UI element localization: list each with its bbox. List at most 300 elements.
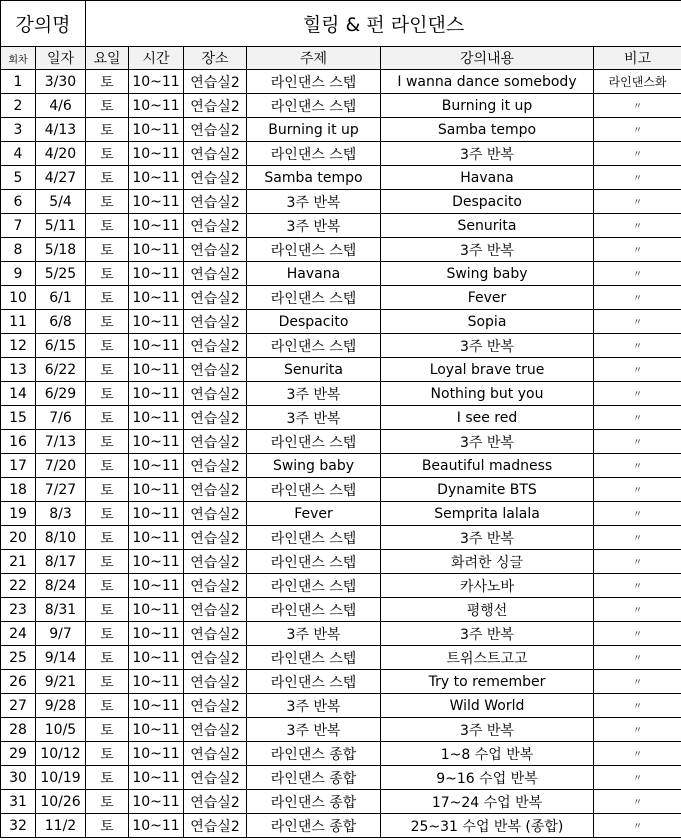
content-cell: 평행선	[381, 598, 594, 622]
content-cell: 3주 반복	[381, 430, 594, 454]
table-row	[1, 718, 681, 742]
date-cell: 4/13	[36, 118, 86, 142]
date-cell: 8/10	[36, 526, 86, 550]
session-cell: 17	[1, 454, 36, 478]
time-cell: 10~11	[129, 334, 184, 358]
day-cell: 토	[86, 790, 129, 814]
content-cell: 3주 반복	[381, 238, 594, 262]
day-cell: 토	[86, 646, 129, 670]
day-cell: 토	[86, 718, 129, 742]
session-cell: 1	[1, 70, 36, 94]
note-cell: 〃	[594, 526, 681, 550]
date-cell: 8/31	[36, 598, 86, 622]
topic-cell: 3주 반복	[247, 190, 381, 214]
date-cell: 9/7	[36, 622, 86, 646]
day-cell: 토	[86, 142, 129, 166]
location-cell: 연습실2	[184, 598, 247, 622]
time-cell: 10~11	[129, 310, 184, 334]
note-cell: 〃	[594, 502, 681, 526]
header-topic: 주제	[247, 47, 381, 70]
session-cell: 20	[1, 526, 36, 550]
note-cell: 〃	[594, 670, 681, 694]
topic-cell: 라인댄스 스텝	[247, 574, 381, 598]
location-cell: 연습실2	[184, 790, 247, 814]
session-cell: 6	[1, 190, 36, 214]
content-cell: Fever	[381, 286, 594, 310]
day-cell: 토	[86, 526, 129, 550]
date-cell: 10/19	[36, 766, 86, 790]
topic-cell: 라인댄스 종합	[247, 742, 381, 766]
session-cell: 5	[1, 166, 36, 190]
table-row	[1, 310, 681, 334]
content-cell: 9~16 수업 반복	[381, 766, 594, 790]
topic-cell: Burning it up	[247, 118, 381, 142]
location-cell: 연습실2	[184, 670, 247, 694]
table-row	[1, 742, 681, 766]
location-cell: 연습실2	[184, 430, 247, 454]
note-cell: 〃	[594, 766, 681, 790]
location-cell: 연습실2	[184, 310, 247, 334]
session-cell: 15	[1, 406, 36, 430]
location-cell: 연습실2	[184, 70, 247, 94]
location-cell: 연습실2	[184, 94, 247, 118]
table-row	[1, 430, 681, 454]
location-cell: 연습실2	[184, 358, 247, 382]
table-row	[1, 550, 681, 574]
day-cell: 토	[86, 94, 129, 118]
day-cell: 토	[86, 382, 129, 406]
note-cell: 〃	[594, 646, 681, 670]
time-cell: 10~11	[129, 214, 184, 238]
topic-cell: 라인댄스 스텝	[247, 526, 381, 550]
table-row	[1, 454, 681, 478]
content-cell: Burning it up	[381, 94, 594, 118]
topic-cell: 라인댄스 종합	[247, 790, 381, 814]
topic-cell: 라인댄스 스텝	[247, 94, 381, 118]
header-session: 회차	[1, 47, 36, 70]
topic-cell: Fever	[247, 502, 381, 526]
note-cell: 〃	[594, 238, 681, 262]
time-cell: 10~11	[129, 478, 184, 502]
content-cell: 3주 반복	[381, 622, 594, 646]
date-cell: 7/20	[36, 454, 86, 478]
session-cell: 31	[1, 790, 36, 814]
topic-cell: 라인댄스 스텝	[247, 70, 381, 94]
content-cell: I wanna dance somebody	[381, 70, 594, 94]
topic-cell: 라인댄스 스텝	[247, 550, 381, 574]
session-cell: 24	[1, 622, 36, 646]
table-row	[1, 118, 681, 142]
topic-cell: 3주 반복	[247, 718, 381, 742]
note-cell: 〃	[594, 358, 681, 382]
table-row	[1, 214, 681, 238]
note-cell: 〃	[594, 742, 681, 766]
note-cell: 〃	[594, 718, 681, 742]
session-cell: 8	[1, 238, 36, 262]
time-cell: 10~11	[129, 742, 184, 766]
location-cell: 연습실2	[184, 622, 247, 646]
location-cell: 연습실2	[184, 766, 247, 790]
location-cell: 연습실2	[184, 214, 247, 238]
note-cell: 〃	[594, 622, 681, 646]
note-cell: 〃	[594, 574, 681, 598]
session-cell: 32	[1, 814, 36, 838]
date-cell: 6/29	[36, 382, 86, 406]
topic-cell: 3주 반복	[247, 694, 381, 718]
day-cell: 토	[86, 358, 129, 382]
note-cell: 〃	[594, 694, 681, 718]
date-cell: 5/25	[36, 262, 86, 286]
course-name: 힐링 & 펀 라인댄스	[86, 1, 681, 47]
day-cell: 토	[86, 502, 129, 526]
date-cell: 6/1	[36, 286, 86, 310]
time-cell: 10~11	[129, 238, 184, 262]
session-cell: 21	[1, 550, 36, 574]
topic-cell: Swing baby	[247, 454, 381, 478]
time-cell: 10~11	[129, 430, 184, 454]
topic-cell: 라인댄스 스텝	[247, 646, 381, 670]
table-row	[1, 94, 681, 118]
location-cell: 연습실2	[184, 478, 247, 502]
time-cell: 10~11	[129, 358, 184, 382]
content-cell: Havana	[381, 166, 594, 190]
content-cell: 3주 반복	[381, 334, 594, 358]
topic-cell: 라인댄스 스텝	[247, 478, 381, 502]
note-cell: 〃	[594, 166, 681, 190]
table-row	[1, 166, 681, 190]
session-cell: 19	[1, 502, 36, 526]
topic-cell: 라인댄스 스텝	[247, 430, 381, 454]
table-row	[1, 790, 681, 814]
day-cell: 토	[86, 310, 129, 334]
note-cell: 〃	[594, 814, 681, 838]
topic-cell: 3주 반복	[247, 382, 381, 406]
note-cell: 〃	[594, 478, 681, 502]
note-cell: 〃	[594, 454, 681, 478]
content-cell: Try to remember	[381, 670, 594, 694]
time-cell: 10~11	[129, 118, 184, 142]
day-cell: 토	[86, 454, 129, 478]
time-cell: 10~11	[129, 70, 184, 94]
note-cell: 〃	[594, 94, 681, 118]
location-cell: 연습실2	[184, 814, 247, 838]
content-cell: Despacito	[381, 190, 594, 214]
location-cell: 연습실2	[184, 262, 247, 286]
date-cell: 9/28	[36, 694, 86, 718]
date-cell: 6/8	[36, 310, 86, 334]
time-cell: 10~11	[129, 574, 184, 598]
session-cell: 18	[1, 478, 36, 502]
table-row	[1, 382, 681, 406]
table-row	[1, 406, 681, 430]
content-cell: Wild World	[381, 694, 594, 718]
note-cell: 〃	[594, 214, 681, 238]
day-cell: 토	[86, 238, 129, 262]
date-cell: 4/20	[36, 142, 86, 166]
time-cell: 10~11	[129, 502, 184, 526]
date-cell: 8/3	[36, 502, 86, 526]
note-cell: 〃	[594, 790, 681, 814]
note-cell: 라인댄스화	[594, 70, 681, 94]
content-cell: Senurita	[381, 214, 594, 238]
location-cell: 연습실2	[184, 286, 247, 310]
location-cell: 연습실2	[184, 526, 247, 550]
header-content: 강의내용	[381, 47, 594, 70]
time-cell: 10~11	[129, 190, 184, 214]
topic-cell: 라인댄스 스텝	[247, 670, 381, 694]
note-cell: 〃	[594, 262, 681, 286]
note-cell: 〃	[594, 310, 681, 334]
time-cell: 10~11	[129, 286, 184, 310]
day-cell: 토	[86, 742, 129, 766]
date-cell: 11/2	[36, 814, 86, 838]
location-cell: 연습실2	[184, 646, 247, 670]
table-row	[1, 670, 681, 694]
date-cell: 7/13	[36, 430, 86, 454]
topic-cell: 라인댄스 스텝	[247, 334, 381, 358]
content-cell: Loyal brave true	[381, 358, 594, 382]
day-cell: 토	[86, 118, 129, 142]
table-row	[1, 286, 681, 310]
time-cell: 10~11	[129, 262, 184, 286]
session-cell: 10	[1, 286, 36, 310]
note-cell: 〃	[594, 550, 681, 574]
session-cell: 30	[1, 766, 36, 790]
date-cell: 3/30	[36, 70, 86, 94]
time-cell: 10~11	[129, 142, 184, 166]
day-cell: 토	[86, 550, 129, 574]
note-cell: 〃	[594, 286, 681, 310]
location-cell: 연습실2	[184, 142, 247, 166]
table-row	[1, 598, 681, 622]
topic-cell: 라인댄스 스텝	[247, 286, 381, 310]
session-cell: 3	[1, 118, 36, 142]
session-cell: 14	[1, 382, 36, 406]
session-cell: 22	[1, 574, 36, 598]
note-cell: 〃	[594, 430, 681, 454]
day-cell: 토	[86, 574, 129, 598]
time-cell: 10~11	[129, 550, 184, 574]
header-date: 일자	[36, 47, 86, 70]
time-cell: 10~11	[129, 526, 184, 550]
topic-cell: 3주 반복	[247, 406, 381, 430]
location-cell: 연습실2	[184, 694, 247, 718]
day-cell: 토	[86, 190, 129, 214]
content-cell: I see red	[381, 406, 594, 430]
content-cell: Dynamite BTS	[381, 478, 594, 502]
date-cell: 5/18	[36, 238, 86, 262]
table-row	[1, 358, 681, 382]
session-cell: 11	[1, 310, 36, 334]
note-cell: 〃	[594, 382, 681, 406]
session-cell: 13	[1, 358, 36, 382]
session-cell: 9	[1, 262, 36, 286]
header-note: 비고	[594, 47, 681, 70]
location-cell: 연습실2	[184, 406, 247, 430]
day-cell: 토	[86, 214, 129, 238]
content-cell: 화려한 싱글	[381, 550, 594, 574]
table-row	[1, 694, 681, 718]
table-row	[1, 526, 681, 550]
time-cell: 10~11	[129, 766, 184, 790]
day-cell: 토	[86, 70, 129, 94]
day-cell: 토	[86, 166, 129, 190]
date-cell: 6/22	[36, 358, 86, 382]
topic-cell: Despacito	[247, 310, 381, 334]
time-cell: 10~11	[129, 814, 184, 838]
date-cell: 9/14	[36, 646, 86, 670]
table-row	[1, 190, 681, 214]
date-cell: 10/12	[36, 742, 86, 766]
content-cell: 1~8 수업 반복	[381, 742, 594, 766]
session-cell: 28	[1, 718, 36, 742]
header-time: 시간	[129, 47, 184, 70]
topic-cell: Havana	[247, 262, 381, 286]
table-row	[1, 502, 681, 526]
date-cell: 4/6	[36, 94, 86, 118]
content-cell: 25~31 수업 반복 (종합)	[381, 814, 594, 838]
day-cell: 토	[86, 622, 129, 646]
table-row	[1, 334, 681, 358]
time-cell: 10~11	[129, 790, 184, 814]
date-cell: 5/4	[36, 190, 86, 214]
time-cell: 10~11	[129, 670, 184, 694]
content-cell: 트위스트고고	[381, 646, 594, 670]
location-cell: 연습실2	[184, 742, 247, 766]
table-row	[1, 238, 681, 262]
table-row	[1, 142, 681, 166]
topic-cell: Samba tempo	[247, 166, 381, 190]
note-cell: 〃	[594, 334, 681, 358]
day-cell: 토	[86, 598, 129, 622]
topic-cell: 3주 반복	[247, 622, 381, 646]
location-cell: 연습실2	[184, 166, 247, 190]
table-row	[1, 70, 681, 94]
session-cell: 2	[1, 94, 36, 118]
day-cell: 토	[86, 334, 129, 358]
time-cell: 10~11	[129, 598, 184, 622]
table-row	[1, 622, 681, 646]
table-row	[1, 766, 681, 790]
time-cell: 10~11	[129, 166, 184, 190]
content-cell: Nothing but you	[381, 382, 594, 406]
content-cell: Semprita lalala	[381, 502, 594, 526]
day-cell: 토	[86, 694, 129, 718]
topic-cell: 라인댄스 스텝	[247, 238, 381, 262]
note-cell: 〃	[594, 406, 681, 430]
location-cell: 연습실2	[184, 334, 247, 358]
date-cell: 5/11	[36, 214, 86, 238]
date-cell: 7/27	[36, 478, 86, 502]
table-row	[1, 574, 681, 598]
note-cell: 〃	[594, 190, 681, 214]
content-cell: Swing baby	[381, 262, 594, 286]
content-cell: Sopia	[381, 310, 594, 334]
session-cell: 25	[1, 646, 36, 670]
session-cell: 16	[1, 430, 36, 454]
topic-cell: 3주 반복	[247, 214, 381, 238]
schedule-body	[1, 70, 681, 838]
content-cell: 3주 반복	[381, 142, 594, 166]
location-cell: 연습실2	[184, 118, 247, 142]
date-cell: 9/21	[36, 670, 86, 694]
header-row	[1, 47, 681, 70]
location-cell: 연습실2	[184, 574, 247, 598]
day-cell: 토	[86, 286, 129, 310]
table-row	[1, 262, 681, 286]
session-cell: 29	[1, 742, 36, 766]
topic-cell: 라인댄스 종합	[247, 766, 381, 790]
content-cell: Beautiful madness	[381, 454, 594, 478]
day-cell: 토	[86, 430, 129, 454]
location-cell: 연습실2	[184, 382, 247, 406]
date-cell: 4/27	[36, 166, 86, 190]
topic-cell: 라인댄스 스텝	[247, 142, 381, 166]
day-cell: 토	[86, 406, 129, 430]
day-cell: 토	[86, 814, 129, 838]
location-cell: 연습실2	[184, 454, 247, 478]
session-cell: 4	[1, 142, 36, 166]
day-cell: 토	[86, 262, 129, 286]
session-cell: 12	[1, 334, 36, 358]
content-cell: 17~24 수업 반복	[381, 790, 594, 814]
course-title-label: 강의명	[1, 1, 86, 47]
session-cell: 27	[1, 694, 36, 718]
date-cell: 8/24	[36, 574, 86, 598]
title-row	[1, 1, 681, 47]
date-cell: 8/17	[36, 550, 86, 574]
time-cell: 10~11	[129, 718, 184, 742]
location-cell: 연습실2	[184, 502, 247, 526]
date-cell: 10/5	[36, 718, 86, 742]
day-cell: 토	[86, 478, 129, 502]
location-cell: 연습실2	[184, 718, 247, 742]
note-cell: 〃	[594, 598, 681, 622]
time-cell: 10~11	[129, 622, 184, 646]
date-cell: 10/26	[36, 790, 86, 814]
table-row	[1, 814, 681, 838]
date-cell: 7/6	[36, 406, 86, 430]
date-cell: 6/15	[36, 334, 86, 358]
location-cell: 연습실2	[184, 190, 247, 214]
topic-cell: Senurita	[247, 358, 381, 382]
time-cell: 10~11	[129, 406, 184, 430]
time-cell: 10~11	[129, 694, 184, 718]
content-cell: Samba tempo	[381, 118, 594, 142]
table-row	[1, 646, 681, 670]
topic-cell: 라인댄스 스텝	[247, 598, 381, 622]
note-cell: 〃	[594, 118, 681, 142]
note-cell: 〃	[594, 142, 681, 166]
day-cell: 토	[86, 670, 129, 694]
table-row	[1, 478, 681, 502]
session-cell: 23	[1, 598, 36, 622]
location-cell: 연습실2	[184, 238, 247, 262]
content-cell: 3주 반복	[381, 718, 594, 742]
session-cell: 26	[1, 670, 36, 694]
session-cell: 7	[1, 214, 36, 238]
header-location: 장소	[184, 47, 247, 70]
time-cell: 10~11	[129, 454, 184, 478]
time-cell: 10~11	[129, 94, 184, 118]
content-cell: 카사노바	[381, 574, 594, 598]
time-cell: 10~11	[129, 646, 184, 670]
time-cell: 10~11	[129, 382, 184, 406]
location-cell: 연습실2	[184, 550, 247, 574]
day-cell: 토	[86, 766, 129, 790]
header-day: 요일	[86, 47, 129, 70]
content-cell: 3주 반복	[381, 526, 594, 550]
